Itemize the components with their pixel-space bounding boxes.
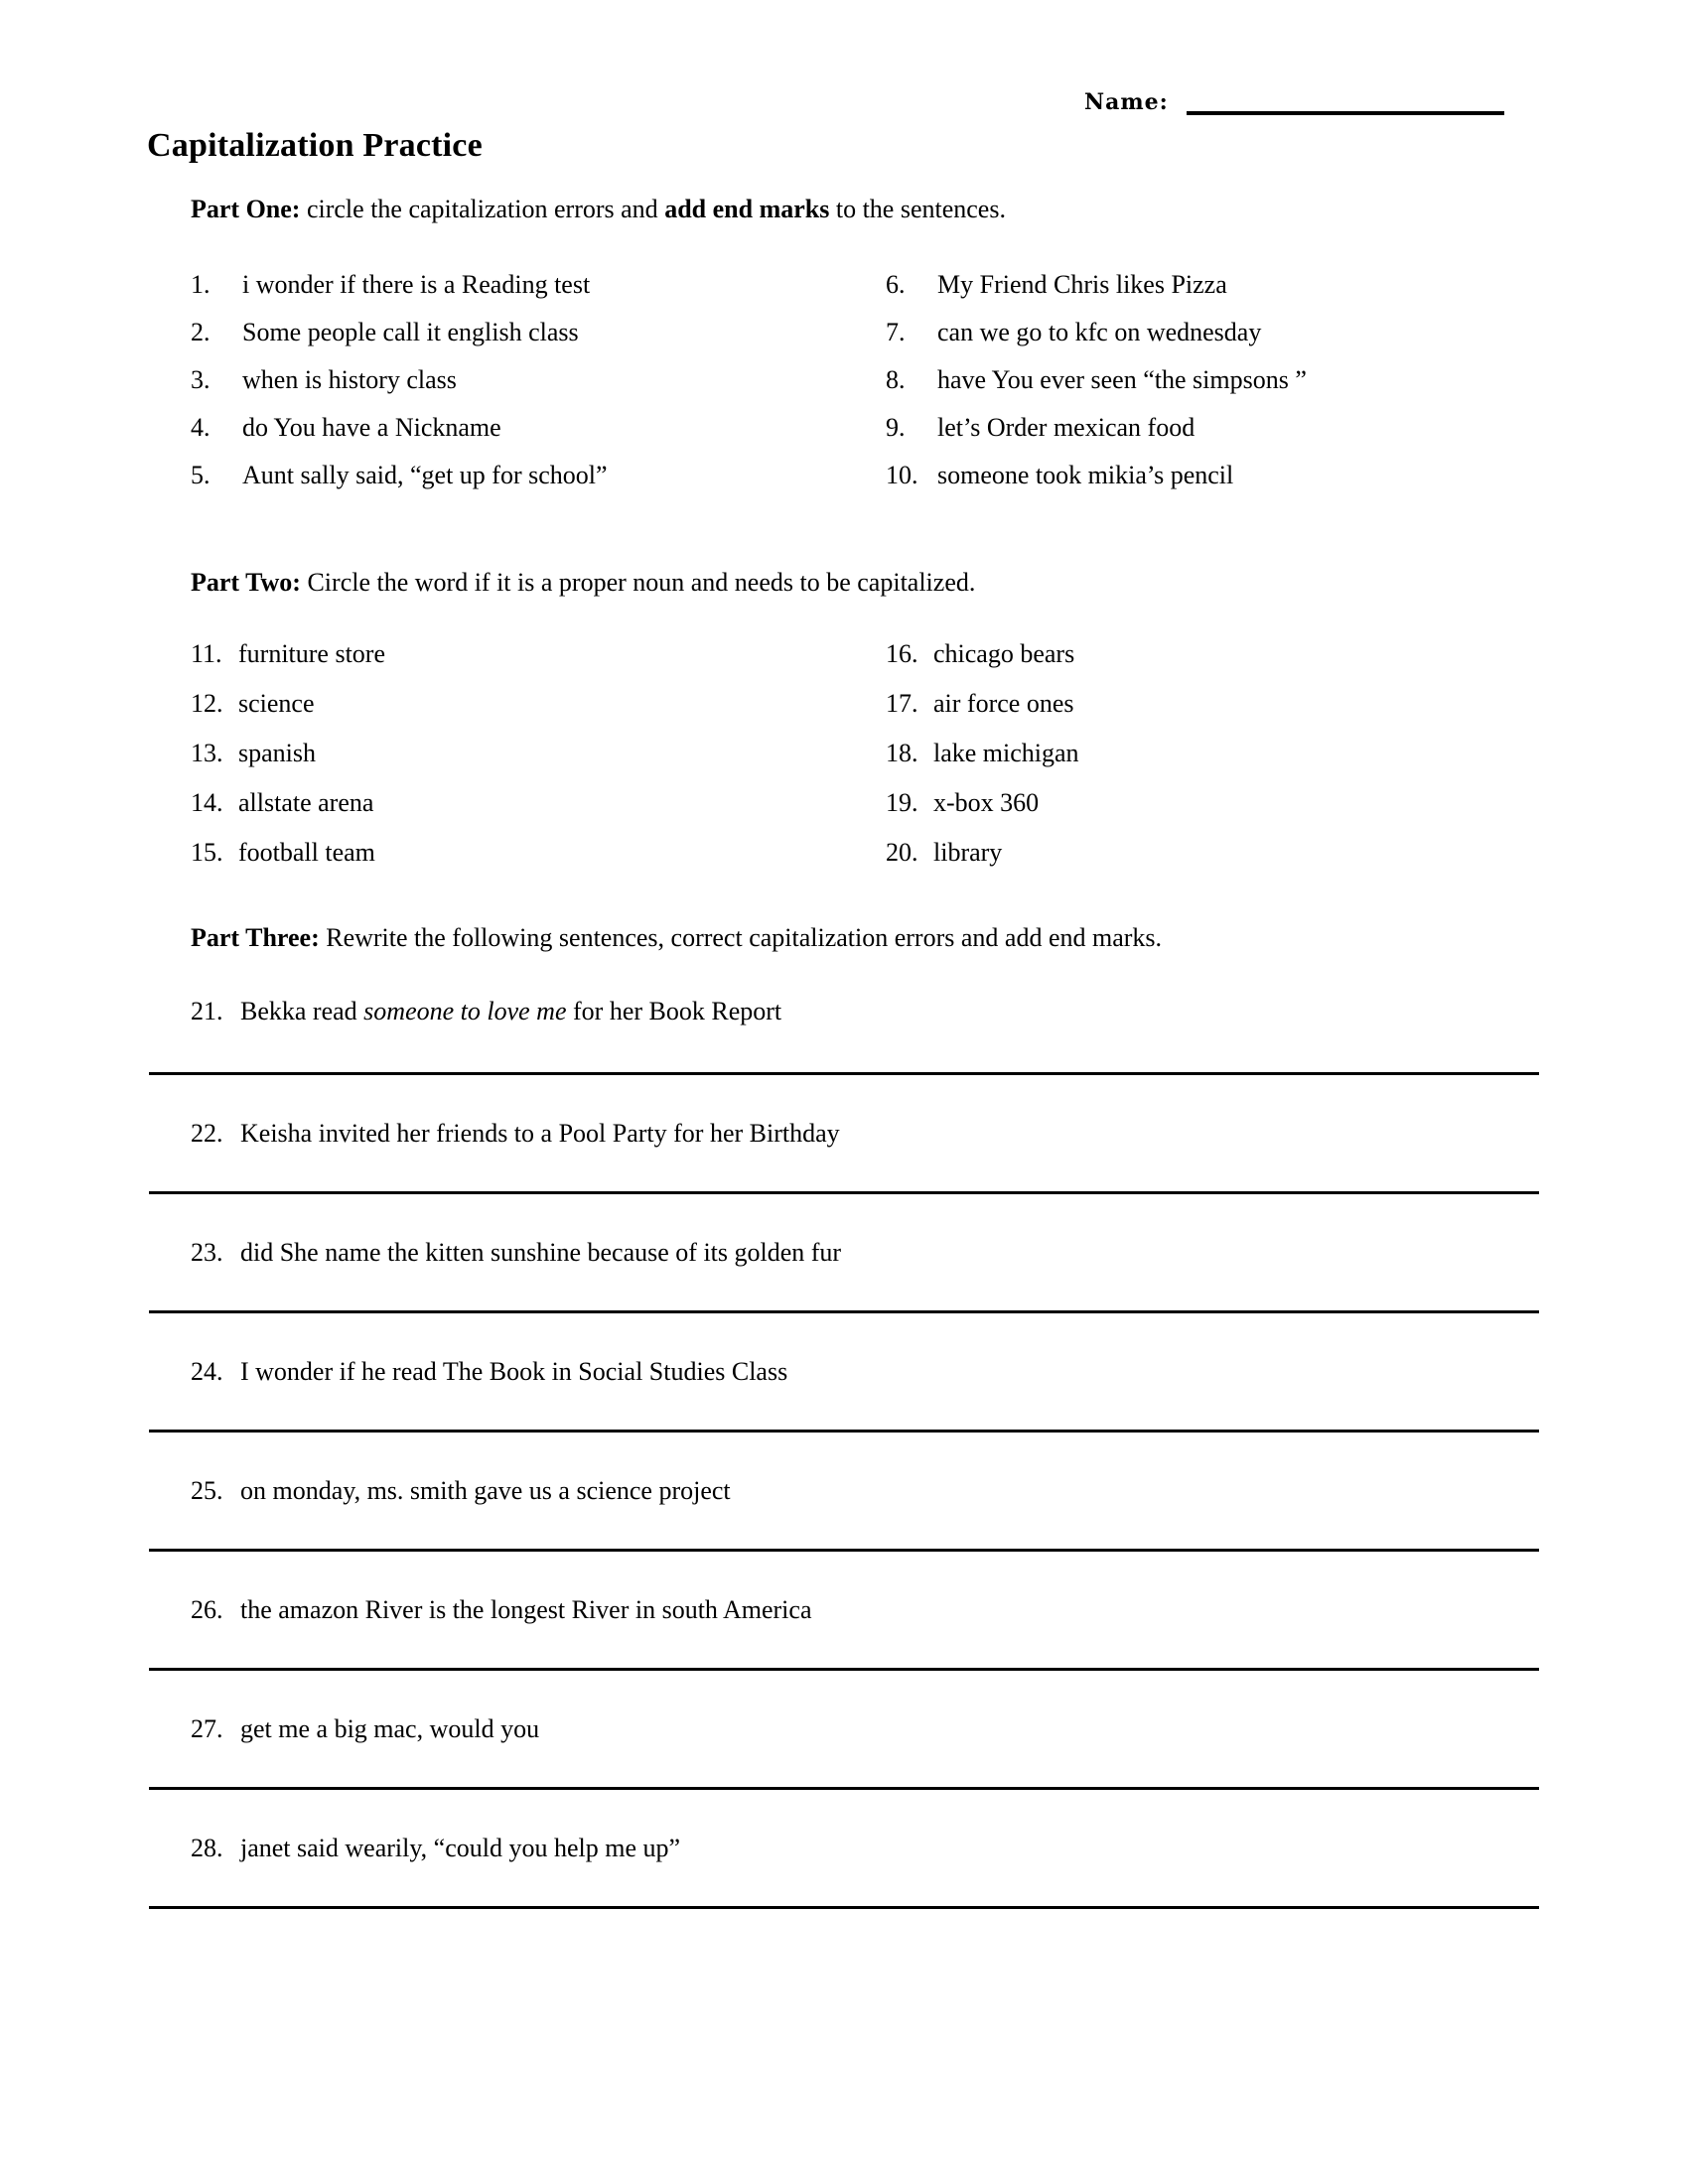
item-text: lake michigan — [933, 739, 1079, 767]
part-one-instruction-a: circle the capitalization errors and — [300, 195, 665, 223]
item-text: on monday, ms. smith gave us a science project — [240, 1476, 731, 1505]
item-text: Keisha invited her friends to a Pool Party for her Birthday — [240, 1119, 840, 1148]
list-item[interactable] — [886, 741, 1581, 766]
list-item[interactable] — [191, 840, 886, 866]
item-number: 6. — [886, 270, 906, 299]
answer-line[interactable] — [149, 1787, 1539, 1790]
item-number: 23. — [191, 1238, 223, 1267]
item-text: I wonder if he read The Book in Social Studies Class — [240, 1357, 788, 1386]
answer-line[interactable] — [149, 1549, 1539, 1552]
item-number: 16. — [886, 639, 918, 668]
name-field-row — [1084, 91, 1504, 117]
part-one-column-left — [191, 272, 886, 510]
list-item[interactable] — [191, 367, 886, 393]
part-three-items — [0, 999, 1688, 1909]
list-item[interactable] — [191, 999, 1688, 1024]
item-number: 13. — [191, 739, 223, 767]
part-one-column-right — [886, 272, 1581, 510]
item-number: 4. — [191, 413, 211, 442]
item-number: 5. — [191, 461, 211, 489]
answer-line[interactable] — [149, 1668, 1539, 1671]
item-text-italic: someone to love me — [363, 997, 567, 1025]
item-number: 17. — [886, 689, 918, 718]
item-number: 21. — [191, 997, 223, 1025]
item-number: 14. — [191, 788, 223, 817]
answer-line[interactable] — [149, 1191, 1539, 1194]
item-number: 8. — [886, 365, 906, 394]
item-number: 24. — [191, 1357, 223, 1386]
list-item[interactable] — [886, 415, 1581, 441]
worksheet-body — [0, 195, 1688, 1909]
item-text: get me a big mac, would you — [240, 1714, 540, 1743]
item-text-after: for her Book Report — [566, 997, 782, 1025]
part-one-label: Part One: — [191, 195, 301, 223]
item-text: spanish — [238, 739, 316, 767]
list-item[interactable] — [191, 790, 886, 816]
item-text: library — [933, 838, 1003, 867]
item-text: science — [238, 689, 315, 718]
list-item[interactable] — [886, 641, 1581, 667]
list-item[interactable] — [886, 840, 1581, 866]
item-text: i wonder if there is a Reading test — [242, 270, 591, 299]
item-text: janet said wearily, “could you help me up” — [240, 1834, 681, 1862]
item-number: 22. — [191, 1119, 223, 1148]
part-three-instruction: Rewrite the following sentences, correct capitalization errors and add end marks. — [319, 923, 1163, 952]
item-number: 18. — [886, 739, 918, 767]
item-number: 26. — [191, 1595, 223, 1624]
item-text: My Friend Chris likes Pizza — [937, 270, 1227, 299]
list-item[interactable] — [191, 741, 886, 766]
answer-line[interactable] — [149, 1310, 1539, 1313]
part-two-column-left — [191, 641, 886, 889]
list-item[interactable] — [191, 415, 886, 441]
list-item[interactable] — [191, 1597, 1688, 1623]
item-number: 7. — [886, 318, 906, 346]
part-two-items — [191, 598, 1688, 889]
part-three-label: Part Three: — [191, 923, 320, 952]
item-number: 9. — [886, 413, 906, 442]
part-one-instruction-b: to the sentences. — [829, 195, 1006, 223]
list-item[interactable] — [191, 1478, 1688, 1504]
item-text: have You ever seen “the simpsons ” — [937, 365, 1307, 394]
item-number: 28. — [191, 1834, 223, 1862]
part-two-instruction: Circle the word if it is a proper noun and needs to be capitalized. — [300, 568, 976, 597]
item-text: x-box 360 — [933, 788, 1040, 817]
item-text: allstate arena — [238, 788, 374, 817]
list-item[interactable] — [191, 320, 886, 345]
item-number: 19. — [886, 788, 918, 817]
part-two-label: Part Two: — [191, 568, 301, 597]
list-item[interactable] — [886, 691, 1581, 717]
item-text: Aunt sally said, “get up for school” — [242, 461, 608, 489]
list-item[interactable] — [191, 463, 886, 488]
page-title: Capitalization Practice — [147, 127, 483, 164]
list-item[interactable] — [886, 320, 1581, 345]
answer-line[interactable] — [149, 1906, 1539, 1909]
item-text: did She name the kitten sunshine because of its golden fur — [240, 1238, 842, 1267]
list-item[interactable] — [191, 1359, 1688, 1385]
list-item[interactable] — [191, 1716, 1688, 1742]
list-item[interactable] — [191, 1836, 1688, 1861]
item-number: 25. — [191, 1476, 223, 1505]
list-item[interactable] — [886, 272, 1581, 298]
item-text: someone took mikia’s pencil — [937, 461, 1234, 489]
part-one-instruction-bold: add end marks — [664, 195, 830, 223]
list-item[interactable] — [191, 1121, 1688, 1147]
item-number: 15. — [191, 838, 223, 867]
part-one-heading — [191, 195, 1688, 224]
item-text — [240, 999, 1688, 1024]
item-text: the amazon River is the longest River in south America — [240, 1595, 812, 1624]
item-text: chicago bears — [933, 639, 1075, 668]
item-number: 11. — [191, 639, 222, 668]
part-two-heading — [191, 568, 1688, 598]
item-text: football team — [238, 838, 375, 867]
list-item[interactable] — [191, 1240, 1688, 1266]
item-number: 2. — [191, 318, 211, 346]
item-text: air force ones — [933, 689, 1074, 718]
item-text: furniture store — [238, 639, 386, 668]
item-text: Some people call it english class — [242, 318, 579, 346]
item-number: 3. — [191, 365, 211, 394]
part-one-items — [191, 224, 1688, 510]
part-three-heading — [191, 923, 1688, 953]
part-two-column-right — [886, 641, 1581, 889]
name-blank-line[interactable] — [1187, 111, 1504, 115]
item-text: let’s Order mexican food — [937, 413, 1196, 442]
item-number: 1. — [191, 270, 211, 299]
item-number: 20. — [886, 838, 918, 867]
item-text: do You have a Nickname — [242, 413, 501, 442]
item-number: 10. — [886, 461, 918, 489]
list-item[interactable] — [191, 272, 886, 298]
list-item[interactable] — [191, 641, 886, 667]
answer-line[interactable] — [149, 1430, 1539, 1433]
answer-line[interactable] — [149, 1072, 1539, 1075]
item-number: 27. — [191, 1714, 223, 1743]
list-item[interactable] — [191, 691, 886, 717]
list-item[interactable] — [886, 790, 1581, 816]
item-text-before: Bekka read — [240, 997, 364, 1025]
item-text: can we go to kfc on wednesday — [937, 318, 1262, 346]
list-item[interactable] — [886, 367, 1581, 393]
item-text: when is history class — [242, 365, 457, 394]
item-number: 12. — [191, 689, 223, 718]
list-item[interactable] — [886, 463, 1581, 488]
name-label: Name: — [1084, 89, 1169, 115]
